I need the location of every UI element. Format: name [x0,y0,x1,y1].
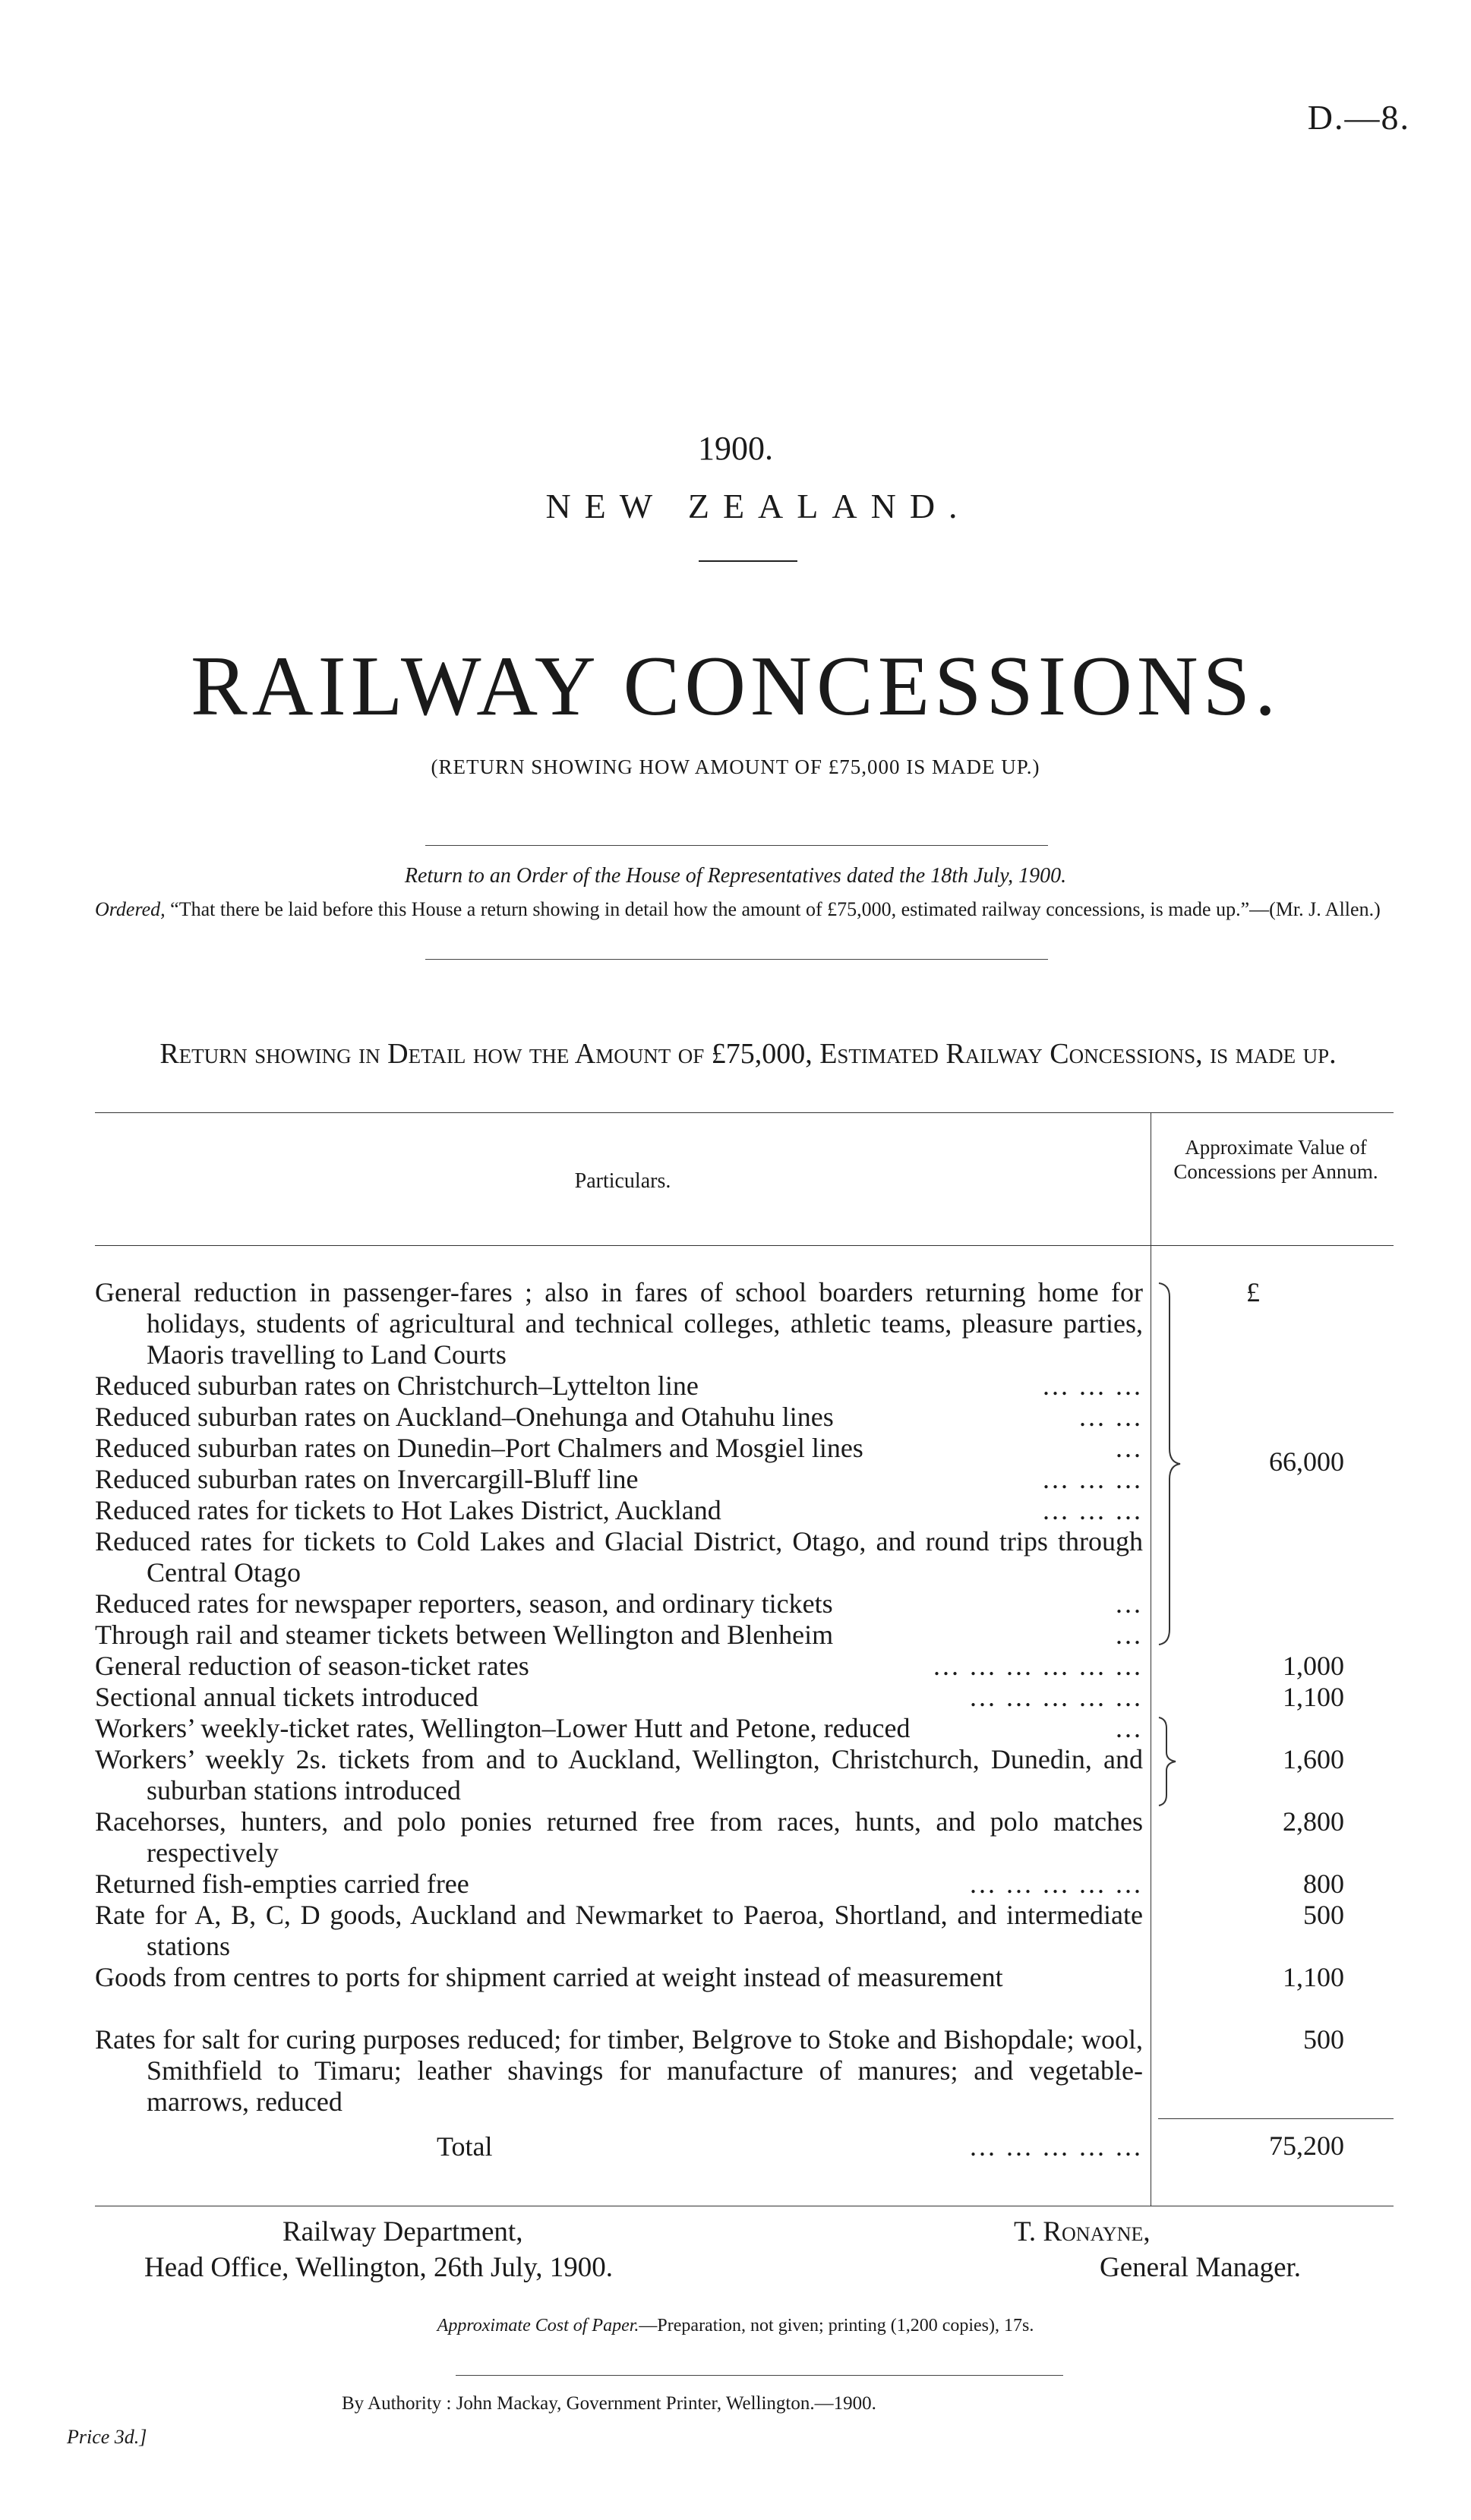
row-value: 1,100 [1283,1962,1344,1992]
country-heading: NEW ZEALAND. [545,487,971,525]
table-row: General reduction of season-ticket rates ... ... ... ... ... ... [95,1651,1143,1681]
row-particulars: Sectional annual tickets introduced [95,1682,478,1712]
order-reference: Return to an Order of the House of Representatives dated the 18th July, 1900. [404,864,1067,888]
row-particulars: Returned fish-empties carried free [95,1869,469,1899]
currency-symbol: £ [1246,1277,1260,1307]
document-reference: D.—8. [1307,98,1410,137]
row-particulars: Workers’ weekly 2s. tickets from and to Auckland, Wellington, Christchurch, Dunedin, and suburban stations introduced [95,1744,1143,1806]
printer-authority: By Authority : John Mackay, Government Printer, Wellington.—1900. [342,2393,876,2414]
cost-note [0,2316,1471,2336]
total-row: Total ... ... ... ... ... [437,2131,1143,2162]
table-row: Returned fish-empties carried free ... ... ... ... ... [95,1869,1143,1899]
table-row [95,1277,1143,1370]
column-header-particulars: Particulars. [574,1169,671,1193]
total-value: 75,200 [1269,2130,1344,2161]
footer-rule [456,2375,1063,2376]
table-row [95,2024,1143,2118]
row-particulars: Through rail and steamer tickets between Wellington and Blenheim [95,1620,834,1650]
row-particulars: Reduced suburban rates on Christchurch–Lyttelton line [95,1370,699,1401]
document-year: 1900. [698,430,773,467]
table-row [95,1900,1143,1962]
table-row: Reduced rates for newspaper reporters, season, and ordinary tickets ... [95,1588,1143,1619]
return-heading: Return showing in Detail how the Amount of £75,000, Estimated Railway Concessions, is made up. [159,1038,1337,1070]
order-text [95,897,1416,922]
row-particulars: Reduced suburban rates on Invercargill-Bluff line [95,1464,639,1494]
table-row [95,1744,1143,1806]
row-value: 800 [1303,1869,1344,1899]
signature-name: T. Ronayne, [1014,2216,1151,2247]
table-row: Sectional annual tickets introduced ... ... ... ... ... [95,1682,1143,1712]
table-top-rule [95,1112,1394,1113]
column-header-value: Approximate Value of Concessions per Annum. [1173,1136,1378,1183]
order-top-rule [425,845,1048,846]
group-value-fares: 66,000 [1269,1446,1344,1477]
table-row: Reduced suburban rates on Invercargill-Bluff line ... ... ... [95,1464,1143,1494]
order-bottom-rule [425,959,1048,960]
page-subtitle: (RETURN SHOWING HOW AMOUNT OF £75,000 IS MADE UP.) [431,755,1040,778]
row-particulars: Racehorses, hunters, and polo ponies returned free from races, hunts, and polo matches respectively [95,1806,1143,1868]
table-row: Reduced suburban rates on Christchurch–Lyttelton line ... ... ... [95,1370,1143,1401]
row-value: 1,100 [1283,1682,1344,1712]
row-particulars: Goods from centres to ports for shipment carried at weight instead of measurement [95,1962,1003,1992]
row-particulars: Reduced suburban rates on Dunedin–Port Chalmers and Mosgiel lines [95,1433,863,1463]
table-row [95,1806,1143,1869]
ordered-word: Ordered, [95,898,166,920]
signature-office: Head Office, Wellington, 26th July, 1900. [144,2252,614,2283]
row-value: 1,000 [1283,1651,1344,1681]
table-row [95,1526,1143,1588]
row-particulars: Rates for salt for curing purposes reduced; for timber, Belgrove to Stoke and Bishopdale; wool, Smithfield to Timaru; leather shavings for manufacture of manures; and vegetable-marrows, reduced [95,2024,1143,2117]
row-particulars: Reduced suburban rates on Auckland–Onehunga and Otahuhu lines [95,1402,834,1432]
signature-title: General Manager. [1100,2252,1302,2283]
table-row [95,1962,1143,1993]
title-divider [699,560,797,562]
table-row: Reduced suburban rates on Dunedin–Port Chalmers and Mosgiel lines ... [95,1433,1143,1463]
signature-department: Railway Department, [283,2216,523,2247]
table-row: Workers’ weekly-ticket rates, Wellington–Lower Hutt and Petone, reduced ... [95,1713,1143,1743]
table-header-rule [95,1245,1394,1246]
price-note: Price 3d.] [67,2426,147,2448]
row-particulars: General reduction of season-ticket rates [95,1651,529,1681]
cost-label: Approximate Cost of Paper. [437,2316,639,2335]
row-value: 500 [1303,2024,1344,2055]
total-label: Total [437,2131,493,2162]
row-particulars: General reduction in passenger-fares ; also in fares of school boarders returning home for holidays, students of agricultural and technical colleges, athletic teams, pleasure parties, Maoris travelling to Land Courts [95,1277,1143,1370]
total-rule [1158,2118,1394,2119]
row-value: 2,800 [1283,1806,1344,1837]
table-row: Through rail and steamer tickets between Wellington and Blenheim ... [95,1620,1143,1650]
cost-text: —Preparation, not given; printing (1,200 copies), 17s. [639,2316,1034,2335]
row-particulars: Rate for A, B, C, D goods, Auckland and Newmarket to Paeroa, Shortland, and intermediate stations [95,1900,1143,1961]
table-row: Reduced rates for tickets to Hot Lakes District, Auckland ... ... ... [95,1495,1143,1525]
brace-group-workers [1154,1716,1185,1807]
row-value: 500 [1303,1900,1344,1930]
row-particulars: Reduced rates for newspaper reporters, season, and ordinary tickets [95,1588,833,1619]
row-particulars: Workers’ weekly-ticket rates, Wellington–Lower Hutt and Petone, reduced [95,1713,911,1743]
table-row: Reduced suburban rates on Auckland–Onehunga and Otahuhu lines ... ... [95,1402,1143,1432]
group-value-workers: 1,600 [1283,1744,1344,1774]
brace-group-fares [1154,1282,1185,1646]
row-particulars: Reduced rates for tickets to Cold Lakes and Glacial District, Otago, and round trips through Central Otago [95,1526,1143,1588]
ordered-body: “That there be laid before this House a return showing in detail how the amount of £75,000, estimated railway concessions, is made up.”—(Mr. J. Allen.) [165,898,1381,920]
page-title: RAILWAY CONCESSIONS. [190,639,1281,733]
row-particulars: Reduced rates for tickets to Hot Lakes District, Auckland [95,1495,721,1525]
